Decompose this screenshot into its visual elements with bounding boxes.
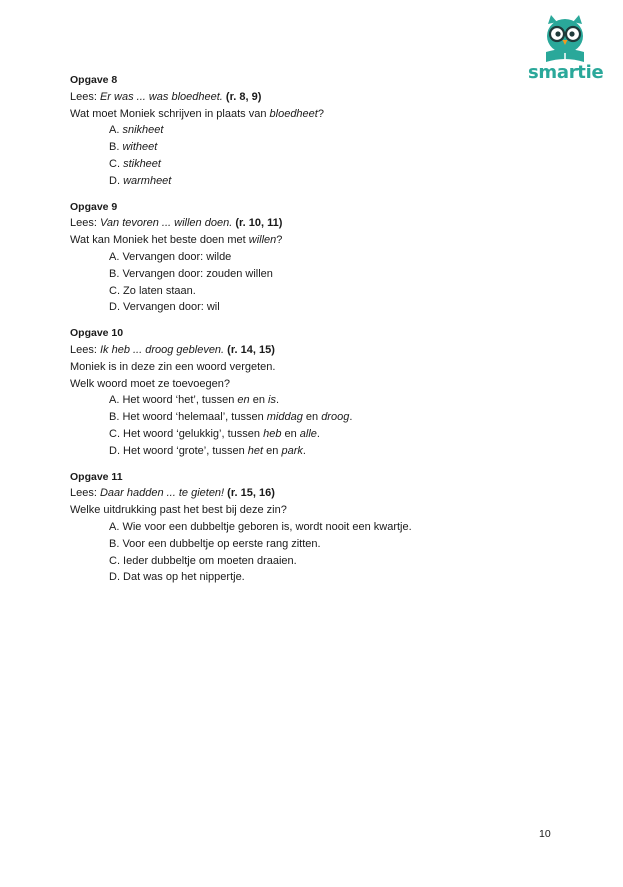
read-quote: Er was ... was bloedheet. [99, 90, 223, 103]
question-prompt: Wat kan Moniek het beste doen met willen? [70, 234, 283, 247]
read-instruction [70, 342, 550, 359]
question-block [70, 72, 550, 190]
question-title: Opgave 9 [70, 200, 118, 213]
line-reference: (r. 8, 9) [222, 90, 262, 103]
read-quote: Ik heb ... droog gebleven. [99, 343, 225, 356]
read-prefix: Lees: [70, 487, 100, 500]
question-prompt: Wat moet Moniek schrijven in plaats van bloedheet? [70, 107, 324, 120]
question-prompt: Moniek is in deze zin een woord vergeten. [70, 360, 276, 373]
page-number: 10 [539, 828, 551, 840]
read-prefix: Lees: [70, 217, 100, 230]
read-prefix: Lees: [70, 90, 100, 103]
line-reference: (r. 10, 11) [232, 217, 283, 230]
question-block [70, 469, 550, 587]
answer-options [109, 519, 550, 586]
line-reference: (r. 15, 16) [224, 487, 275, 500]
question-block [70, 199, 550, 317]
answer-option: C. Zo laten staan. [109, 284, 196, 297]
owl-icon [528, 12, 602, 64]
read-quote: Daar hadden ... te gieten! [99, 487, 225, 500]
answer-option: C. stikheet [109, 157, 161, 170]
line-reference: (r. 14, 15) [224, 343, 275, 356]
answer-option: D. Vervangen door: wil [109, 301, 220, 314]
answer-option: C. Ieder dubbeltje om moeten draaien. [109, 554, 297, 567]
read-prefix: Lees: [70, 343, 100, 356]
question-block [70, 325, 550, 459]
answer-option: D. Dat was op het nippertje. [109, 571, 245, 584]
questions-section [70, 72, 550, 595]
question-title: Opgave 10 [70, 327, 124, 340]
logo-text: smartie [528, 62, 604, 83]
read-quote: Van tevoren ... willen doen. [99, 217, 233, 230]
read-instruction [70, 89, 550, 106]
answer-options [109, 392, 550, 459]
answer-option: B. Voor een dubbeltje op eerste rang zitten. [109, 537, 321, 550]
answer-option: A. Wie voor een dubbeltje geboren is, wordt nooit een kwartje. [109, 520, 412, 533]
question-title: Opgave 11 [70, 470, 123, 483]
question-prompt: Welke uitdrukking past het best bij deze zin? [70, 504, 287, 517]
read-instruction [70, 215, 550, 232]
answer-option: A. Het woord ‘het’, tussen en en is. [109, 394, 280, 407]
answer-option: B. witheet [109, 141, 158, 154]
answer-options [109, 122, 550, 189]
answer-option: A. snikheet [109, 124, 164, 137]
answer-option: A. Vervangen door: wilde [109, 250, 232, 263]
answer-option: D. Het woord ‘grote’, tussen het en park. [109, 444, 306, 457]
answer-options [109, 249, 550, 316]
read-instruction [70, 485, 550, 502]
answer-option: B. Het woord ‘helemaal’, tussen middag en droog. [109, 411, 353, 424]
answer-option: B. Vervangen door: zouden willen [109, 267, 273, 280]
question-title: Opgave 8 [70, 74, 118, 86]
question-prompt: Welk woord moet ze toevoegen? [70, 377, 230, 390]
answer-option: D. warmheet [109, 174, 172, 187]
answer-option: C. Het woord ‘gelukkig’, tussen heb en alle. [109, 427, 320, 440]
